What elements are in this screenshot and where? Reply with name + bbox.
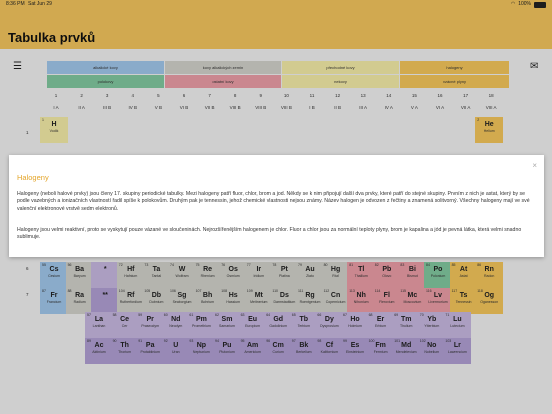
element-name: Curium bbox=[272, 350, 284, 354]
element-name: Bismut bbox=[407, 274, 418, 278]
atomic-number: 93 bbox=[189, 339, 194, 343]
group-number: 5 bbox=[157, 93, 160, 98]
element-symbol: Hf bbox=[127, 266, 135, 273]
atomic-number: 98 bbox=[317, 339, 322, 343]
atomic-number: 75 bbox=[195, 263, 200, 267]
atomic-number: 59 bbox=[138, 313, 143, 317]
atomic-number: 115 bbox=[400, 289, 406, 293]
element-symbol: Ir bbox=[256, 266, 262, 273]
element-symbol: Cn bbox=[330, 292, 341, 299]
group-roman: V A bbox=[410, 105, 418, 110]
element-symbol: Fm bbox=[375, 342, 386, 349]
element-symbol: Am bbox=[246, 342, 259, 349]
atomic-number: 84 bbox=[426, 263, 430, 267]
element-symbol: Ac bbox=[94, 342, 104, 349]
element-name: Protaktinium bbox=[140, 350, 160, 354]
group-roman: IV B bbox=[128, 105, 138, 110]
atomic-number: 69 bbox=[394, 313, 399, 317]
group-number: 16 bbox=[437, 93, 443, 98]
element-symbol: ** bbox=[102, 292, 108, 299]
status-time: 8:36 PM bbox=[6, 1, 25, 7]
element-name: Thallium bbox=[354, 274, 368, 278]
atomic-number: 89 bbox=[87, 339, 91, 343]
period-label: 1 bbox=[26, 130, 29, 135]
element-symbol: Eu bbox=[248, 316, 258, 323]
element-name: Francium bbox=[46, 300, 62, 304]
hamburger-menu-icon[interactable]: ☰ bbox=[13, 61, 22, 72]
page-title: Tabulka prvků bbox=[8, 30, 96, 45]
group-roman: I A bbox=[53, 105, 59, 110]
atomic-number: 92 bbox=[163, 339, 168, 343]
battery-percent: 100% bbox=[518, 1, 531, 7]
element-name: Livermorium bbox=[428, 300, 448, 304]
dialog-title: Halogeny bbox=[17, 173, 49, 182]
atomic-number: 56 bbox=[67, 263, 72, 267]
element-name: Holmium bbox=[348, 324, 362, 328]
atomic-number: 55 bbox=[42, 263, 46, 267]
group-roman: VIII B bbox=[255, 105, 267, 110]
atomic-number: 87 bbox=[42, 289, 46, 293]
legend-label: alkalické kovy bbox=[93, 65, 118, 70]
element-symbol: Md bbox=[401, 342, 412, 349]
element-symbol: Lu bbox=[453, 316, 462, 323]
atomic-number: 104 bbox=[118, 289, 125, 293]
element-symbol: Ts bbox=[459, 292, 468, 299]
group-roman: VI B bbox=[179, 105, 189, 110]
element-name: Kalifornium bbox=[320, 350, 339, 354]
element-symbol: Lr bbox=[453, 342, 461, 349]
element-name: Cer bbox=[121, 324, 128, 328]
element-symbol: Cs bbox=[49, 266, 59, 273]
atomic-number: 105 bbox=[144, 289, 151, 293]
element-name: Uran bbox=[172, 350, 180, 354]
element-symbol: U bbox=[173, 342, 179, 349]
element-name: Neptunium bbox=[192, 350, 210, 354]
group-roman: VIII B bbox=[229, 105, 241, 110]
element-name: Promethium bbox=[191, 324, 211, 328]
group-roman: II B bbox=[334, 105, 341, 110]
legend-label: ostatní kovy bbox=[212, 79, 234, 84]
group-roman: IV A bbox=[384, 105, 393, 110]
atomic-number: 116 bbox=[426, 289, 432, 293]
atomic-number: 80 bbox=[323, 263, 328, 267]
group-roman: II A bbox=[78, 105, 85, 110]
element-name: Oganesson bbox=[480, 300, 499, 304]
group-roman: VI A bbox=[435, 105, 445, 110]
atomic-number: 101 bbox=[394, 339, 401, 343]
element-name: Hassium bbox=[226, 300, 240, 304]
atomic-number: 96 bbox=[266, 339, 271, 343]
element-name: Thorium bbox=[118, 350, 132, 354]
element-symbol: Ra bbox=[75, 292, 85, 299]
element-symbol: Pb bbox=[382, 266, 392, 273]
period-label: 6 bbox=[26, 266, 29, 271]
element-name: Radon bbox=[484, 274, 495, 278]
atomic-number: 81 bbox=[349, 263, 354, 267]
element-symbol: Fl bbox=[383, 292, 390, 299]
legend-label: polokovy bbox=[97, 79, 114, 84]
element-name: Copernicium bbox=[325, 300, 346, 304]
atomic-number: 107 bbox=[195, 289, 202, 293]
atomic-number: 85 bbox=[451, 263, 456, 267]
element-symbol: Pm bbox=[195, 316, 207, 323]
atomic-number: 63 bbox=[240, 313, 245, 317]
element-name: Rhenium bbox=[200, 274, 215, 278]
element-name: Iridium bbox=[253, 274, 265, 278]
group-number: 7 bbox=[208, 93, 211, 98]
element-symbol: Au bbox=[305, 266, 315, 273]
element-symbol: Po bbox=[433, 266, 443, 273]
wifi-icon: ◠ bbox=[510, 1, 516, 7]
group-number: 10 bbox=[283, 93, 289, 98]
element-symbol: Pa bbox=[145, 342, 155, 349]
atomic-number: 74 bbox=[170, 263, 174, 267]
atomic-number: 82 bbox=[374, 263, 379, 267]
group-roman: VII A bbox=[460, 105, 471, 110]
element-name: Plutonium bbox=[219, 350, 235, 354]
atomic-number: 62 bbox=[215, 313, 219, 317]
element-symbol: Er bbox=[376, 316, 385, 323]
element-name: Olovo bbox=[382, 274, 392, 278]
group-number: 4 bbox=[131, 93, 135, 98]
atomic-number: 83 bbox=[400, 263, 405, 267]
atomic-number: 97 bbox=[291, 339, 296, 343]
atomic-number: 88 bbox=[67, 289, 72, 293]
element-name: Wolfram bbox=[175, 274, 189, 278]
element-symbol: Ds bbox=[279, 292, 289, 299]
group-number: 13 bbox=[360, 93, 366, 98]
element-name: Einsteinium bbox=[345, 350, 365, 354]
element-symbol: Np bbox=[196, 342, 207, 349]
element-symbol: Bh bbox=[202, 292, 213, 299]
group-roman: VII B bbox=[204, 105, 215, 110]
element-name: Baryum bbox=[73, 274, 86, 278]
element-name: Aktinium bbox=[92, 350, 106, 354]
atomic-number: 71 bbox=[445, 313, 450, 317]
element-symbol: Os bbox=[228, 266, 238, 273]
atomic-number: 76 bbox=[221, 263, 226, 267]
atomic-number: 72 bbox=[118, 263, 123, 267]
element-symbol: Og bbox=[484, 292, 495, 299]
element-symbol: Bi bbox=[408, 266, 416, 273]
element-name: Rutherfordium bbox=[119, 300, 142, 304]
element-name: Lutecium bbox=[450, 324, 465, 328]
period-label: 7 bbox=[26, 292, 29, 297]
atomic-number: 66 bbox=[317, 313, 322, 317]
group-roman: III A bbox=[359, 105, 368, 110]
atomic-number: 99 bbox=[343, 339, 347, 343]
element-symbol: Fr bbox=[50, 292, 58, 299]
element-symbol: La bbox=[94, 316, 104, 323]
element-symbol: Rn bbox=[484, 266, 494, 273]
group-number: 11 bbox=[309, 93, 315, 98]
element-symbol: Pt bbox=[280, 266, 288, 273]
atomic-number: 77 bbox=[246, 263, 251, 267]
element-symbol: Db bbox=[151, 292, 162, 299]
element-symbol: Tb bbox=[299, 316, 309, 323]
atomic-number: 90 bbox=[112, 339, 117, 343]
dialog-paragraph-1: Halogeny (neboli halové prvky) jsou členy 17. skupiny periodické tabulky. Mezi halogeny patří fluor, chlor, brom a jod. Někdy se k nim připojují další dva prvky, které patří do stejné skupiny. Prvním z nich je astat, který by se podle vazebných a ionizačních vlastností řadil spíše k polokovům. Druhým pak je tennessin, jehož chemické vlastnosti nejsou známy. Název halogen je odvozen z řečtiny a znamená solitvorný. Všechny halogeny mají ve své valenční elektronové vrstvě sedm elektronů. bbox=[17, 191, 530, 212]
element-symbol: Bk bbox=[299, 342, 309, 349]
element-name: Darmstadtium bbox=[273, 300, 296, 304]
atomic-number: 58 bbox=[112, 313, 117, 317]
element-name: Samarium bbox=[219, 324, 235, 328]
element-name: Europium bbox=[245, 324, 261, 328]
group-roman: VIII A bbox=[485, 105, 497, 110]
element-name: Moscovium bbox=[403, 300, 422, 304]
element-name: Zlato bbox=[306, 274, 314, 278]
element-name: Mendelevium bbox=[395, 350, 417, 354]
element-name: Lawrencium bbox=[447, 350, 467, 354]
group-roman: III B bbox=[103, 105, 112, 110]
element-symbol: Nd bbox=[171, 316, 181, 323]
element-symbol: Pr bbox=[146, 316, 154, 323]
atomic-number: 1 bbox=[42, 118, 44, 122]
element-symbol: Rg bbox=[305, 292, 315, 299]
element-name: Rtuť bbox=[332, 274, 339, 278]
group-number: 12 bbox=[335, 93, 341, 98]
element-name: Americium bbox=[244, 350, 261, 354]
atomic-number: 86 bbox=[477, 263, 482, 267]
atomic-number: 2 bbox=[477, 118, 480, 122]
element-name: Gadolinium bbox=[269, 324, 288, 328]
atomic-number: 109 bbox=[246, 289, 253, 293]
element-symbol: W bbox=[178, 266, 186, 273]
element-name: Nobelium bbox=[424, 350, 440, 354]
element-name: Polonium bbox=[430, 274, 446, 278]
atomic-number: 111 bbox=[298, 289, 304, 293]
group-number: 15 bbox=[411, 93, 417, 98]
element-name: Seaborgium bbox=[172, 300, 192, 304]
element-name: Dubnium bbox=[149, 300, 164, 304]
element-symbol: At bbox=[459, 266, 468, 273]
atomic-number: 117 bbox=[451, 289, 458, 293]
group-number: 18 bbox=[488, 93, 494, 98]
element-name: Roentgenium bbox=[299, 300, 321, 304]
element-name: Helium bbox=[483, 129, 495, 133]
dialog-paragraph-2: Halogeny jsou velmi reaktivní, proto se vyskytují pouze vázané ve sloučeninách. Nejrozšířenějším halogenem je chlor. Fluor a chlor jsou za normální teploty plyny, brom je kapalina a jód je pevná látka, která velmi snadno sublimuje. bbox=[17, 227, 522, 241]
legend-label: vzácné plyny bbox=[442, 79, 467, 84]
close-icon[interactable]: × bbox=[532, 161, 537, 170]
element-name: Flerovium bbox=[379, 300, 395, 304]
group-number: 17 bbox=[463, 93, 469, 98]
element-symbol: Es bbox=[350, 342, 360, 349]
element-name: Lanthan bbox=[92, 324, 106, 328]
group-number: 2 bbox=[80, 93, 83, 98]
group-number: 9 bbox=[259, 93, 263, 98]
element-name: Nihonium bbox=[353, 300, 369, 304]
legend-label: kovy alkalických zemin bbox=[202, 65, 244, 70]
element-name: Osmium bbox=[226, 274, 240, 278]
atomic-number: 70 bbox=[419, 313, 424, 317]
element-symbol: Sm bbox=[221, 316, 233, 323]
element-name: Platina bbox=[279, 274, 290, 278]
element-symbol: Mc bbox=[407, 292, 418, 299]
element-symbol: Re bbox=[203, 266, 213, 273]
element-symbol: Lv bbox=[433, 292, 443, 299]
group-number: 8 bbox=[233, 93, 237, 98]
element-name: Tennessin bbox=[455, 300, 472, 304]
element-symbol: Ta bbox=[152, 266, 161, 273]
atomic-number: 110 bbox=[272, 289, 278, 293]
group-number: 3 bbox=[105, 93, 109, 98]
element-symbol: Nh bbox=[356, 292, 366, 299]
atomic-number: 95 bbox=[240, 339, 245, 343]
mail-icon[interactable]: ✉ bbox=[530, 61, 539, 72]
element-name: Fermium bbox=[373, 350, 388, 354]
atomic-number: 73 bbox=[144, 263, 149, 267]
atomic-number: 108 bbox=[221, 289, 228, 293]
element-name: Neodym bbox=[169, 324, 183, 328]
element-name: Bohrium bbox=[201, 300, 215, 304]
element-name: Dysprosium bbox=[320, 324, 339, 328]
element-symbol: Sg bbox=[177, 292, 187, 299]
status-date: Sat Jun 29 bbox=[28, 1, 52, 7]
info-dialog bbox=[9, 155, 544, 257]
group-number: 14 bbox=[386, 93, 392, 98]
atomic-number: 91 bbox=[138, 339, 143, 343]
atomic-number: 114 bbox=[374, 289, 381, 293]
legend-label: nekovy bbox=[334, 79, 347, 84]
element-symbol: Dy bbox=[324, 316, 334, 323]
element-symbol: He bbox=[484, 121, 494, 128]
element-name: Tantal bbox=[151, 274, 162, 278]
atomic-number: 94 bbox=[215, 339, 219, 343]
element-name: Astat bbox=[459, 274, 468, 278]
element-symbol: * bbox=[103, 266, 107, 273]
element-name: Vodík bbox=[49, 129, 59, 133]
legend-label: přechodné kovy bbox=[326, 65, 355, 70]
atomic-number: 112 bbox=[323, 289, 330, 293]
atomic-number: 60 bbox=[163, 313, 168, 317]
atomic-number: 78 bbox=[272, 263, 277, 267]
element-name: Berkelium bbox=[296, 350, 312, 354]
element-symbol: Hg bbox=[330, 266, 341, 273]
group-number: 6 bbox=[182, 93, 186, 98]
element-symbol: Ce bbox=[120, 316, 130, 323]
element-symbol: Hs bbox=[228, 292, 238, 299]
atomic-number: 118 bbox=[477, 289, 483, 293]
group-roman: V B bbox=[154, 105, 163, 110]
atomic-number: 57 bbox=[87, 313, 91, 317]
atomic-number: 100 bbox=[368, 339, 375, 343]
element-name: Ytterbium bbox=[424, 324, 440, 328]
element-symbol: Gd bbox=[273, 316, 284, 323]
atomic-number: 61 bbox=[189, 313, 194, 317]
element-name: Cesium bbox=[48, 274, 60, 278]
element-name: Terbium bbox=[297, 324, 311, 328]
atomic-number: 102 bbox=[419, 339, 426, 343]
element-symbol: Cf bbox=[325, 342, 334, 349]
element-name: Radium bbox=[73, 300, 86, 304]
element-symbol: Tm bbox=[400, 316, 412, 323]
element-symbol: Pu bbox=[222, 342, 232, 349]
element-symbol: Mt bbox=[254, 292, 263, 299]
element-symbol: Th bbox=[120, 342, 129, 349]
element-symbol: No bbox=[427, 342, 437, 349]
group-roman: VIII B bbox=[280, 105, 292, 110]
element-symbol: Ho bbox=[350, 316, 360, 323]
element-symbol: H bbox=[51, 121, 57, 128]
element-symbol: Ba bbox=[75, 266, 85, 273]
element-symbol: Yb bbox=[427, 316, 437, 323]
legend-label: halogeny bbox=[446, 65, 463, 70]
element-name: Thulium bbox=[399, 324, 413, 328]
atomic-number: 106 bbox=[170, 289, 176, 293]
atomic-number: 103 bbox=[445, 339, 452, 343]
element-name: Hafnium bbox=[124, 274, 138, 278]
atomic-number: 113 bbox=[349, 289, 355, 293]
element-symbol: Cm bbox=[272, 342, 284, 349]
atomic-number: 79 bbox=[298, 263, 302, 267]
group-number: 1 bbox=[54, 93, 58, 98]
atomic-number: 65 bbox=[291, 313, 296, 317]
atomic-number: 67 bbox=[343, 313, 347, 317]
element-symbol: Tl bbox=[358, 266, 365, 273]
element-name: Praseodym bbox=[141, 324, 160, 328]
element-name: Erbium bbox=[375, 324, 387, 328]
group-roman: I B bbox=[309, 105, 315, 110]
element-symbol: Rf bbox=[127, 292, 135, 299]
atomic-number: 64 bbox=[266, 313, 271, 317]
atomic-number: 68 bbox=[368, 313, 373, 317]
element-name: Meitnerium bbox=[250, 300, 268, 304]
